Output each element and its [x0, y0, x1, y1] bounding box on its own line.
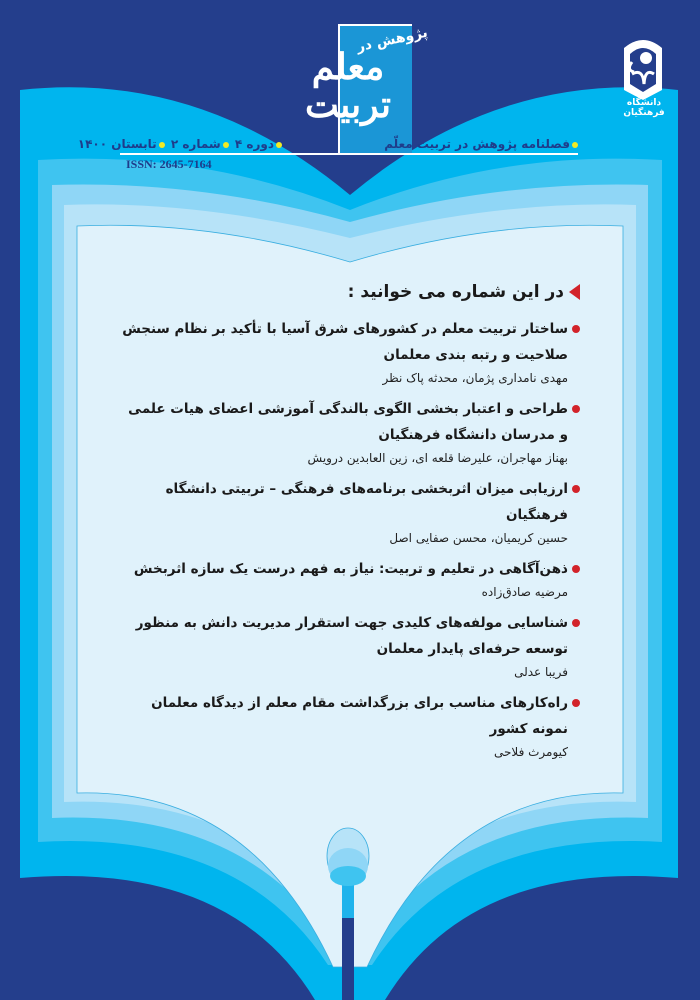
article-authors: بهناز مهاجران، علیرضا قلعه ای، زین العابدین درویش: [307, 451, 568, 465]
article-authors: کیومرث فلاحی: [493, 745, 568, 759]
toc-heading: در این شماره می خوانید :: [120, 282, 580, 302]
bullet-icon: [572, 699, 580, 707]
toc-item[interactable]: [120, 396, 580, 468]
bullet-icon: [572, 405, 580, 413]
logo-small-text: پژوهش در: [355, 24, 430, 56]
article-authors: مرضیه صادق‌زاده: [481, 585, 568, 599]
article-title: شناسایی مولفه‌های کلیدی جهت استقرار مدیریت دانش به منظور توسعه حرفه‌ای پایدار معلمان: [120, 610, 580, 662]
bullet-icon: [572, 325, 580, 333]
table-of-contents: [120, 282, 580, 770]
issue-info: [77, 137, 284, 151]
bullet-icon: [572, 619, 580, 627]
volume: دوره ۴: [234, 137, 274, 151]
header-divider: [120, 153, 578, 155]
dot-icon: [276, 142, 282, 148]
article-authors: حسین کریمیان، محسن صفایی اصل: [389, 531, 568, 545]
arrow-left-icon: [569, 284, 580, 300]
dot-icon: [223, 142, 229, 148]
issn: ISSN: 2645-7164: [126, 157, 212, 171]
article-title: طراحی و اعتبار بخشی الگوی بالندگی آموزشی اعضای هیات علمی و مدرسان دانشگاه فرهنگیان: [120, 396, 580, 448]
article-authors: مهدی نامداری پژمان، محدثه پاک نظر: [382, 371, 568, 385]
logo-title-line-2: تربیت: [304, 84, 392, 126]
toc-item[interactable]: [120, 556, 580, 602]
issue-number: شماره ۲: [170, 137, 221, 151]
article-title: راه‌کارهای مناسب برای بزرگداشت مقام معلم از دیدگاه معلمان نمونه کشور: [120, 690, 580, 742]
logo-title-line-1: معلم: [311, 46, 385, 88]
toc-item[interactable]: [120, 610, 580, 682]
season: تابستان ۱۴۰۰: [77, 137, 157, 151]
toc-item[interactable]: [120, 316, 580, 388]
article-title: ساختار تربیت معلم در کشورهای شرق آسیا با تأکید بر نظام سنجش صلاحیت و رتبه بندی معلمان: [120, 316, 580, 368]
journal-title: فصلنامه پژوهش در تربیت معلّم: [398, 137, 580, 151]
bullet-icon: [572, 485, 580, 493]
university-name: دانشگاه فرهنگیان: [623, 98, 665, 118]
article-title: ذهن‌آگاهی در تعلیم و تربیت: نیاز به فهم درست یک سازه اثربخش: [120, 556, 580, 582]
article-authors: فریبا عدلی: [514, 665, 568, 679]
dot-icon: [572, 142, 578, 148]
toc-item[interactable]: [120, 690, 580, 762]
article-title: ارزیابی میزان اثربخشی برنامه‌های فرهنگی – تربیتی دانشگاه فرهنگیان: [120, 476, 580, 528]
dot-icon: [159, 142, 165, 148]
bullet-icon: [572, 565, 580, 573]
toc-item[interactable]: [120, 476, 580, 548]
logo-title: [286, 48, 410, 124]
